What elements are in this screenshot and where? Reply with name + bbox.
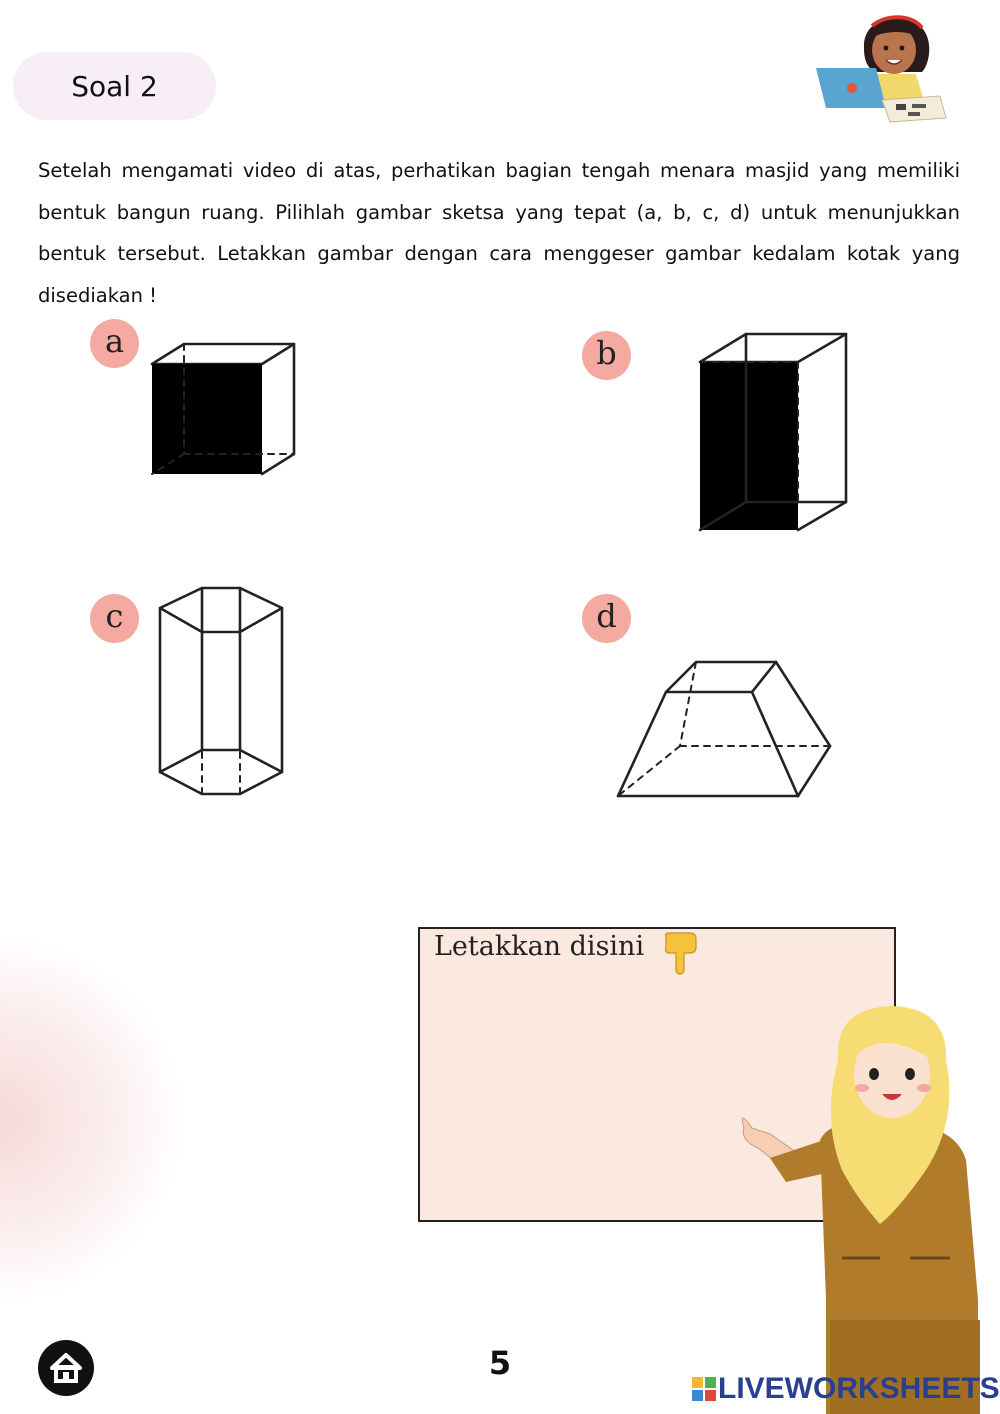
home-icon [38, 1340, 94, 1396]
home-button[interactable] [38, 1340, 94, 1396]
option-b-badge: b [582, 331, 631, 380]
option-c-hexagonal-prism-image[interactable] [150, 580, 295, 810]
student-laptop-illustration [812, 8, 952, 126]
option-b-prism-image[interactable] [690, 320, 860, 540]
drop-zone-label: Letakkan disini [434, 931, 645, 962]
option-a-badge: a [90, 319, 139, 368]
pointing-down-hand-icon [660, 931, 700, 975]
decorative-splash [0, 940, 180, 1300]
option-d-frustum-image[interactable] [610, 650, 840, 810]
teacher-illustration [730, 1000, 1000, 1414]
liveworksheets-logo-icon [692, 1377, 716, 1401]
option-c-badge: c [90, 594, 139, 643]
liveworksheets-brand-text: LIVEWORKSHEETS [718, 1372, 1000, 1405]
page-title: Soal 2 [13, 52, 216, 120]
page-number: 5 [488, 1344, 512, 1382]
option-d-badge: d [582, 594, 631, 643]
question-text: Setelah mengamati video di atas, perhatikan bagian tengah menara masjid yang memiliki bentuk bangun ruang. Pilihlah gambar sketsa yang tepat (a, b, c, d) untuk menunjukkan bentuk tersebut. Letakkan gambar dengan cara menggeser gambar kedalam kotak yang disediakan ! [38, 159, 960, 307]
liveworksheets-logo [692, 1372, 1000, 1406]
option-a-cube-image[interactable] [140, 330, 310, 490]
